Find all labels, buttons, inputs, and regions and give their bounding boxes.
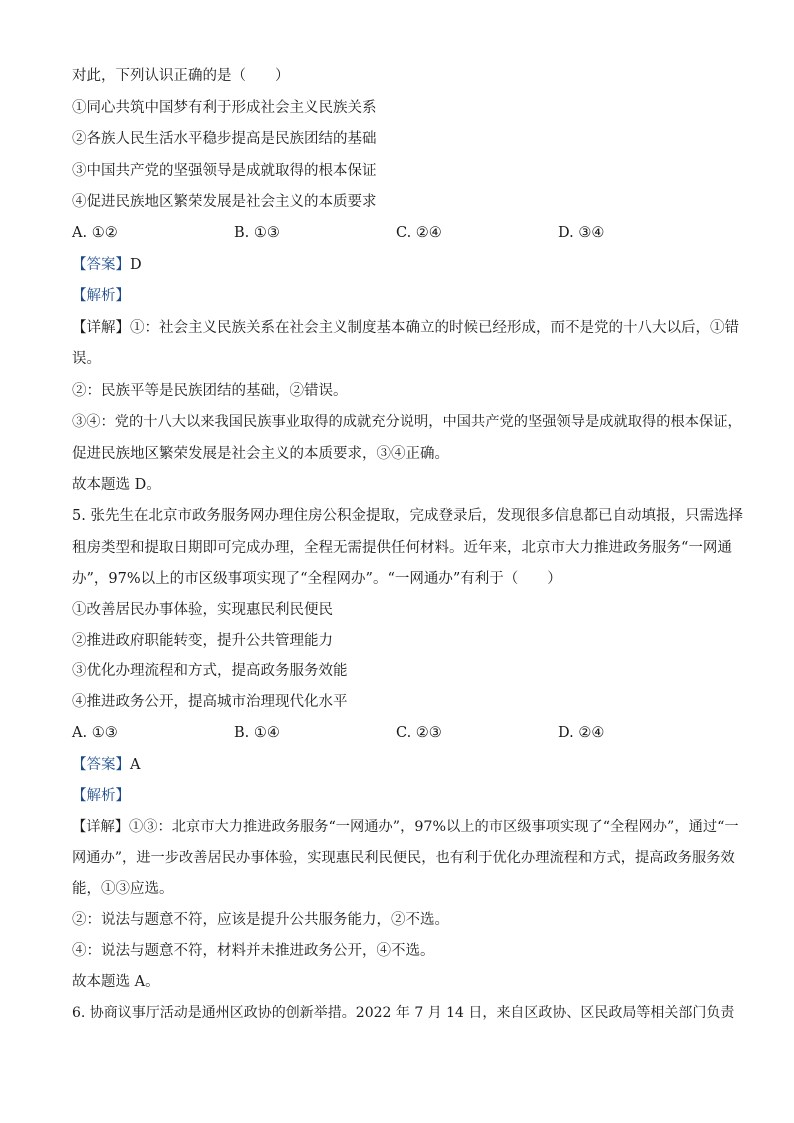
question-4-stem: 对此，下列认识正确的是（ ） [72,68,290,84]
analysis-tag: 【解析】 [72,788,130,804]
answer-tag: 【答案】 [72,257,130,273]
option-a: A. ①③ [72,725,118,741]
question-5-item-1: ①改善居民办事体验，实现惠民利民便民 [72,602,333,618]
question-4-detail-line-1 [72,318,739,338]
detail-text: ①：社会主义民族关系在社会主义制度基本确立的时候已经形成，而不是党的十八大以后，①错 [130,320,739,336]
question-4-detail-line-5: 促进民族地区繁荣发展是社会主义的本质要求，③④正确。 [72,446,449,462]
question-5-detail-line-5: ④：说法与题意不符，材料并未推进政务公开，④不选。 [72,943,435,959]
question-5-stem-line-2: 租房类型和提取日期即可完成办理，全程无需提供任何材料。近年来，北京市大力推进政务服务“一网通 [72,540,732,556]
option-c: C. ②③ [396,725,442,741]
answer-value: D [130,257,142,273]
question-4-item-3: ③中国共产党的坚强领导是成就取得的根本保证 [72,163,377,179]
question-5-answer [72,755,140,775]
question-6-stem-line-1: 6. 协商议事厅活动是通州区政协的创新举措。2022 年 7 月 14 日，来自区政协、区民政局等相关部门负责 [72,1005,735,1021]
question-5-analysis-tag [72,786,130,806]
question-5-stem-line-3: 办”，97%以上的市区级事项实现了“全程网办”。“一网通办”有利于（ ） [72,571,562,587]
question-5-detail-line-3: 能，①③应选。 [72,881,174,897]
detail-tag: 【详解】 [72,320,130,336]
option-d: D. ③④ [558,225,605,241]
question-4-answer [72,255,142,275]
question-5-item-2: ②推进政府职能转变，提升公共管理能力 [72,633,333,649]
question-5-item-4: ④推进政务公开，提高城市治理现代化水平 [72,694,348,710]
question-4-item-4: ④促进民族地区繁荣发展是社会主义的本质要求 [72,194,377,210]
option-b: B. ①③ [234,225,280,241]
question-5-detail-line-2: 网通办”，进一步改善居民办事体验，实现惠民利民便民，也有利于优化办理流程和方式，提高政务服务效 [72,850,735,866]
option-b: B. ①④ [234,725,280,741]
question-5-item-3: ③优化办理流程和方式，提高政务服务效能 [72,663,348,679]
question-4-detail-line-2: 误。 [72,351,101,367]
question-5-conclusion: 故本题选 A。 [72,974,160,990]
detail-text: ①③：北京市大力推进政务服务“一网通办”，97%以上的市区级事项实现了“全程网办”，通过“一 [129,819,739,835]
question-4-detail-line-4: ③④：党的十八大以来我国民族事业取得的成就充分说明，中国共产党的坚强领导是成就取得的根本保证， [72,414,742,430]
question-5-stem-line-1: 5. 张先生在北京市政务服务网办理住房公积金提取，完成登录后，发现很多信息都已自动填报，只需选择 [72,508,743,524]
question-4-detail-line-3: ②：民族平等是民族团结的基础，②错误。 [72,383,348,399]
question-4-analysis-tag [72,286,130,306]
question-4-item-1: ①同心共筑中国梦有利于形成社会主义民族关系 [72,100,377,116]
question-5-detail-line-1 [72,817,739,837]
option-c: C. ②④ [396,225,442,241]
option-a: A. ①② [72,225,118,241]
question-4-conclusion: 故本题选 D。 [72,477,161,493]
analysis-tag: 【解析】 [72,288,130,304]
detail-tag: 【详解】 [72,819,130,835]
answer-value: A [130,757,141,773]
question-4-item-2: ②各族人民生活水平稳步提高是民族团结的基础 [72,131,377,147]
question-5-detail-line-4: ②：说法与题意不符，应该是提升公共服务能力，②不选。 [72,912,449,928]
option-d: D. ②④ [558,725,605,741]
answer-tag: 【答案】 [72,757,130,773]
